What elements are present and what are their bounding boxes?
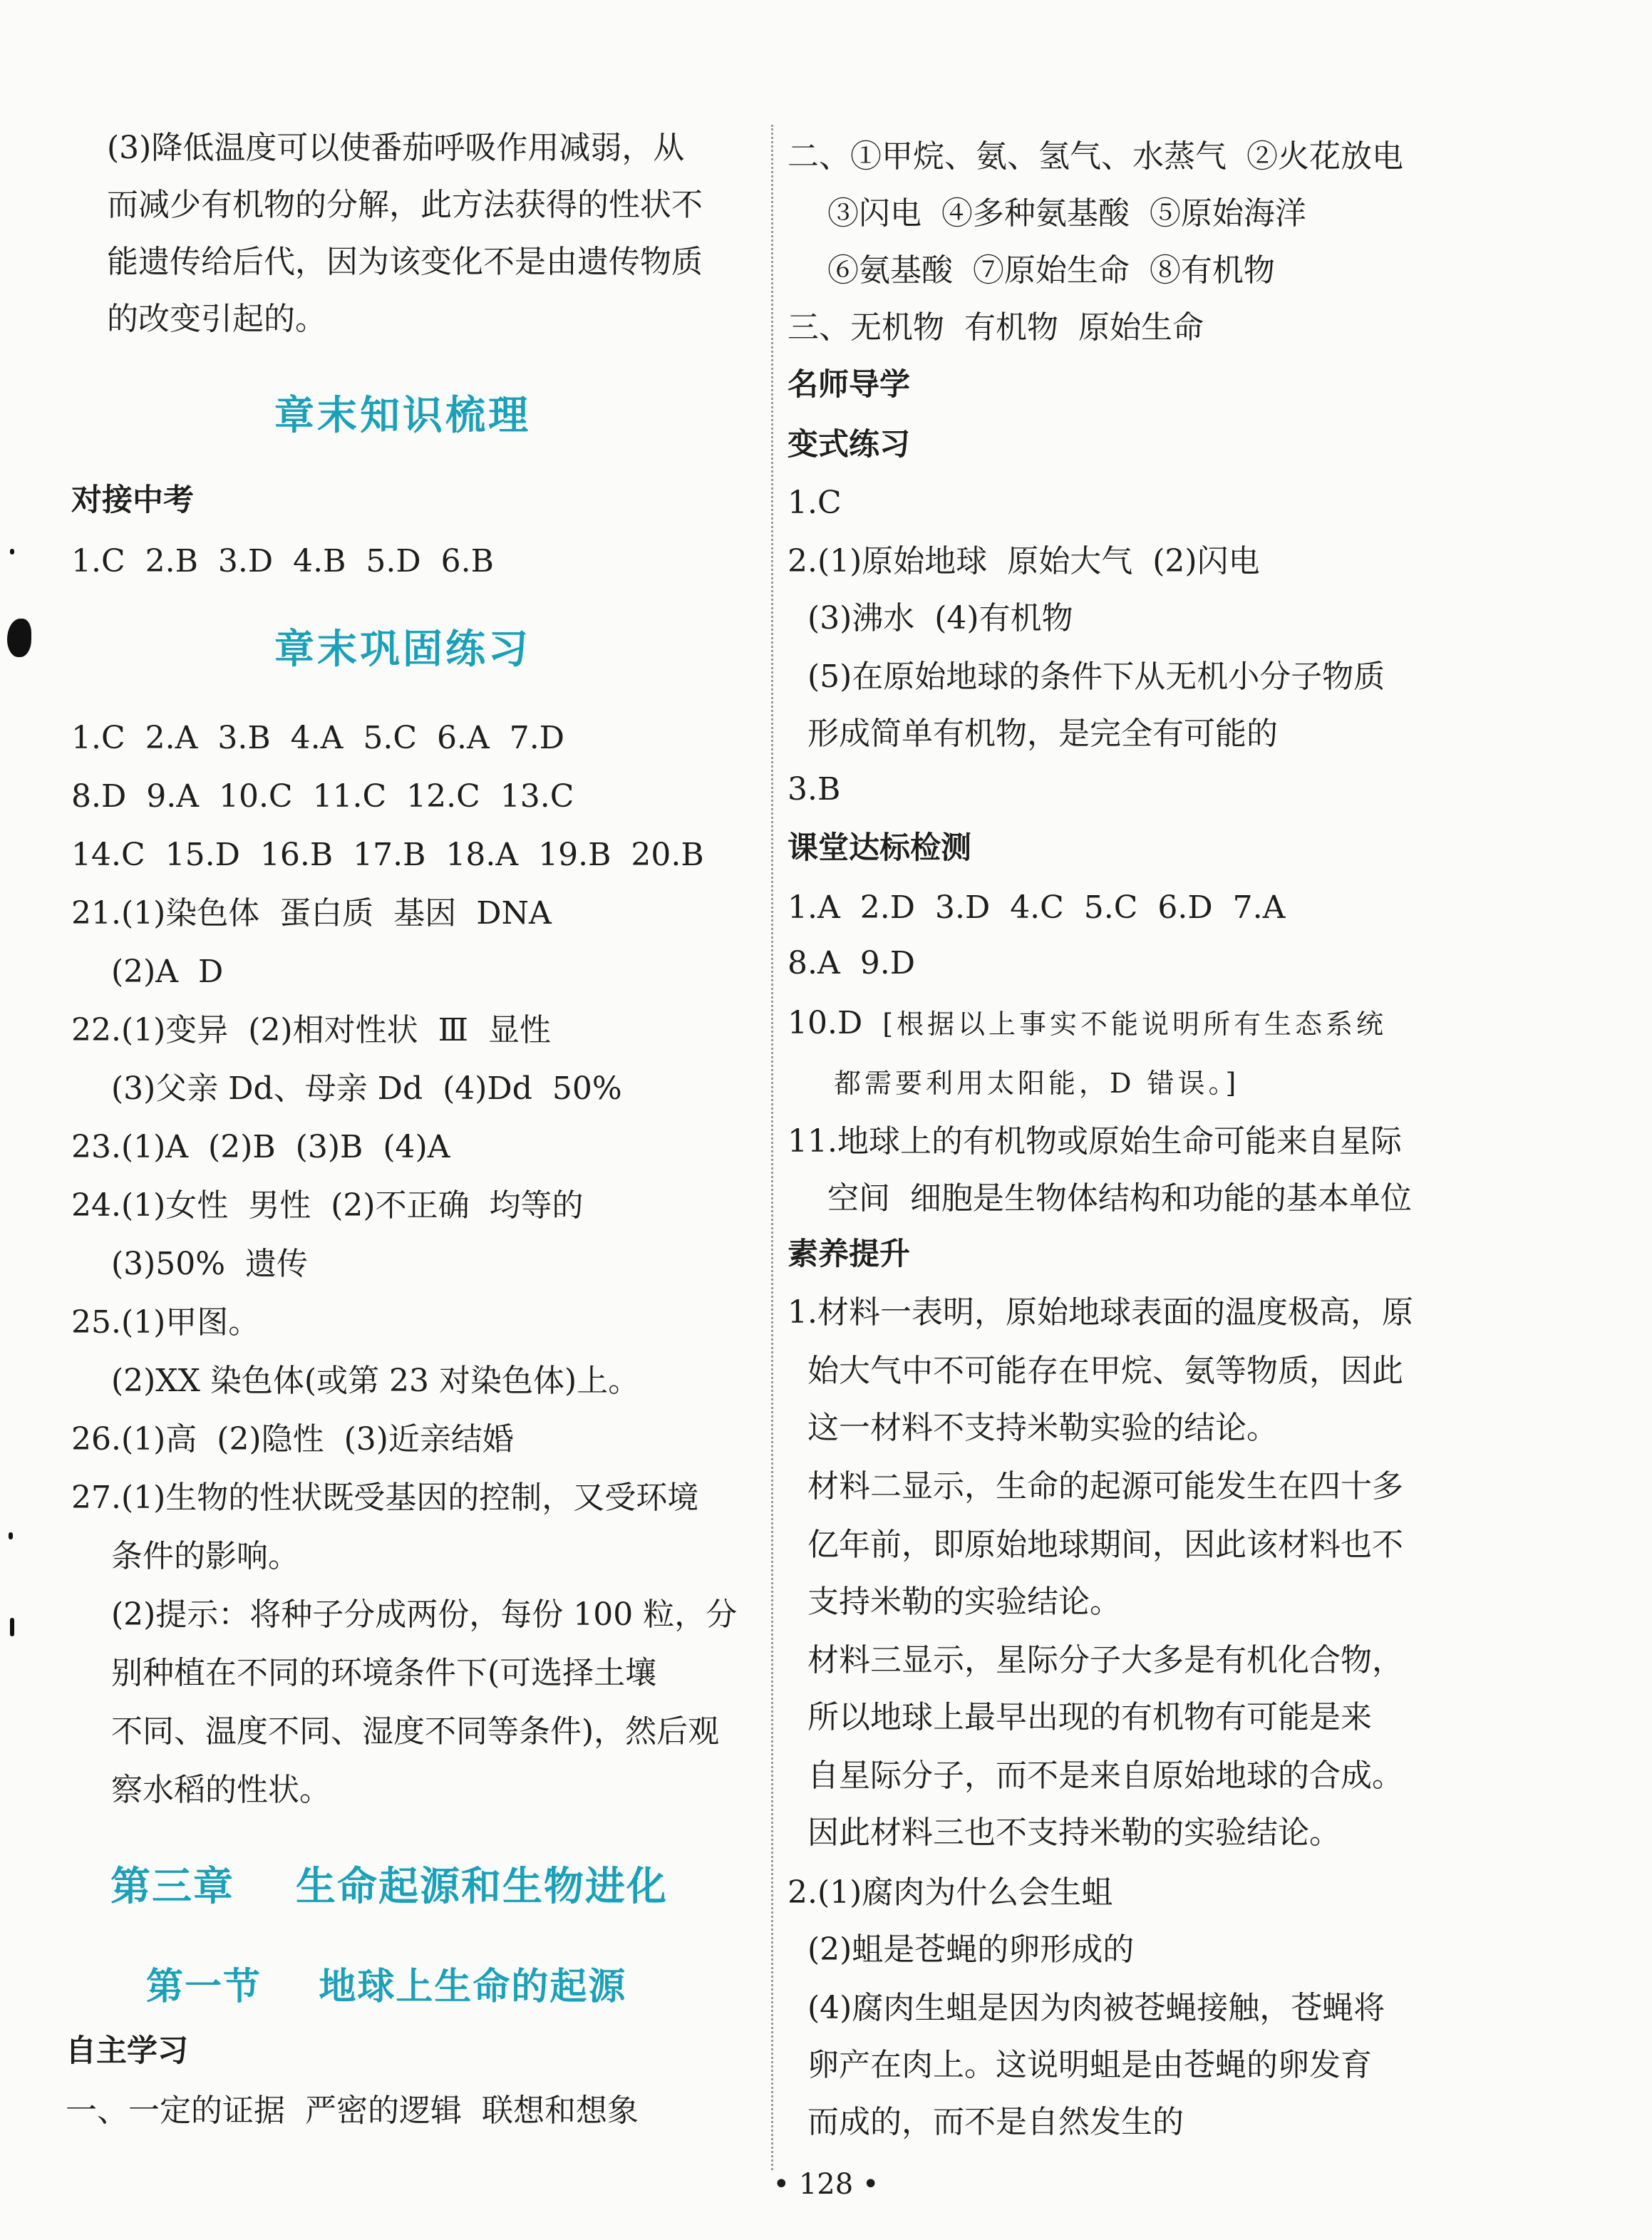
answer-line: 1.C 2.B 3.D 4.B 5.D 6.B	[71, 543, 494, 579]
question-number: 10.D	[788, 1005, 883, 1041]
answer-line: 26.(1)高 (2)隐性 (3)近亲结婚	[71, 1421, 514, 1457]
scan-mark	[7, 619, 31, 657]
answer-line: 自星际分子，而不是来自原始地球的合成。	[788, 1758, 1403, 1794]
page-number: • 128 •	[773, 2168, 879, 2201]
answer-line: 所以地球上最早出现的有机物有可能是来	[788, 1699, 1372, 1735]
answer-line: 卵产在肉上。这说明蛆是由苍蝇的卵发育	[788, 2047, 1372, 2083]
answer-line: 24.(1)女性 男性 (2)不正确 均等的	[71, 1187, 584, 1224]
answer-line: 二、①甲烷、氨、氢气、水蒸气 ②火花放电	[788, 138, 1403, 175]
answer-line: 材料三显示，星际分子大多是有机化合物，	[788, 1642, 1403, 1678]
answer-line: (2)A D	[71, 954, 224, 990]
scan-mark	[10, 1618, 14, 1636]
text-line: 能遗传给后代，因为该变化不是由遗传物质	[107, 244, 703, 280]
answer-line: 一、一定的证据 严密的逻辑 联想和想象	[66, 2092, 639, 2129]
chapter-title: 第三章 生命起源和生物进化	[110, 1864, 668, 1910]
subheading: 变式练习	[788, 427, 910, 463]
answer-line: 1.A 2.D 3.D 4.C 5.C 6.D 7.A	[788, 889, 1286, 926]
answer-line: ③闪电 ④多种氨基酸 ⑤原始海洋	[788, 195, 1306, 232]
scan-mark	[10, 549, 14, 554]
text-line: 而减少有机物的分解，此方法获得的性状不	[107, 187, 703, 223]
explanation-note: 都需要利用太阳能，D 错误。]	[834, 1068, 1240, 1099]
answer-line: (4)腐肉生蛆是因为肉被苍蝇接触，苍蝇将	[788, 1990, 1385, 2026]
answer-line: 8.D 9.A 10.C 11.C 12.C 13.C	[71, 778, 574, 815]
subheading: 素养提升	[788, 1237, 910, 1272]
answer-line: 27.(1)生物的性状既受基因的控制，又受环境	[71, 1480, 699, 1516]
column-divider	[771, 125, 773, 2170]
answer-line: 材料二显示，生命的起源可能发生在四十多	[788, 1468, 1403, 1504]
answer-line: (3)父亲 Dd、母亲 Dd (4)Dd 50%	[71, 1070, 622, 1107]
subheading: 课堂达标检测	[788, 830, 971, 866]
subheading: 名师导学	[788, 367, 910, 403]
answer-line: 23.(1)A (2)B (3)B (4)A	[71, 1129, 450, 1165]
answer-line: 8.A 9.D	[788, 945, 915, 981]
subheading: 对接中考	[71, 482, 194, 518]
answer-line: 别种植在不同的环境条件下(可选择土壤	[71, 1655, 657, 1691]
answer-line: (2)提示：将种子分成两份，每份 100 粒，分	[71, 1596, 738, 1633]
answer-line: 3.B	[788, 771, 841, 807]
answer-line: 空间 细胞是生物体结构和功能的基本单位	[788, 1180, 1412, 1217]
answer-line: (3)沸水 (4)有机物	[788, 600, 1073, 636]
answer-line: 2.(1)腐肉为什么会生蛆	[788, 1874, 1113, 1911]
answer-line: 1.C 2.A 3.B 4.A 5.C 6.A 7.D	[71, 720, 564, 756]
answer-line: (2)XX 染色体(或第 23 对染色体)上。	[71, 1363, 640, 1399]
answer-line: 这一材料不支持米勒实验的结论。	[788, 1410, 1278, 1446]
answer-line: 形成简单有机物，是完全有可能的	[788, 716, 1278, 752]
answer-line: (2)蛆是苍蝇的卵形成的	[788, 1931, 1135, 1968]
answer-line: 条件的影响。	[71, 1538, 299, 1574]
text-line: 的改变引起的。	[107, 301, 326, 337]
answer-line: 而成的，而不是自然发生的	[788, 2104, 1184, 2140]
scan-mark	[9, 1532, 13, 1539]
answer-line: (3)50% 遗传	[71, 1246, 309, 1282]
answer-line: ⑥氨基酸 ⑦原始生命 ⑧有机物	[788, 252, 1275, 289]
subheading: 自主学习	[66, 2033, 188, 2069]
answer-line: 察水稻的性状。	[71, 1772, 331, 1808]
explanation-note: [根据以上事实不能说明所有生态系统	[882, 1008, 1388, 1040]
answer-line: (5)在原始地球的条件下从无机小分子物质	[788, 659, 1385, 695]
section-heading: 章末知识梳理	[274, 393, 531, 439]
section-heading: 章末巩固练习	[274, 626, 531, 673]
answer-line: 因此材料三也不支持米勒的实验结论。	[788, 1815, 1341, 1851]
answer-line: 始大气中不可能存在甲烷、氨等物质，因此	[788, 1353, 1403, 1389]
answer-line: 支持米勒的实验结论。	[788, 1584, 1121, 1620]
answer-line: 22.(1)变异 (2)相对性状 Ⅲ 显性	[71, 1012, 551, 1048]
answer-line: 25.(1)甲图。	[71, 1304, 260, 1341]
answer-line: 1.材料一表明，原始地球表面的温度极高，原	[788, 1294, 1413, 1331]
answer-line: 21.(1)染色体 蛋白质 基因 DNA	[71, 895, 552, 931]
answer-line: 不同、温度不同、湿度不同等条件)，然后观	[71, 1713, 720, 1750]
answer-line: 14.C 15.D 16.B 17.B 18.A 19.B 20.B	[71, 837, 704, 873]
answer-line: 亿年前，即原始地球期间，因此该材料也不	[788, 1527, 1403, 1563]
answer-line: 2.(1)原始地球 原始大气 (2)闪电	[788, 543, 1260, 579]
text-line: (3)降低温度可以使番茄呼吸作用减弱，从	[107, 130, 685, 166]
answer-line	[788, 1002, 1387, 1045]
answer-line: 三、无机物 有机物 原始生命	[788, 309, 1204, 346]
answer-line: 11.地球上的有机物或原始生命可能来自星际	[788, 1123, 1402, 1160]
section-title: 第一节 地球上生命的起源	[146, 1966, 627, 2008]
answer-line: 1.C	[788, 485, 842, 521]
